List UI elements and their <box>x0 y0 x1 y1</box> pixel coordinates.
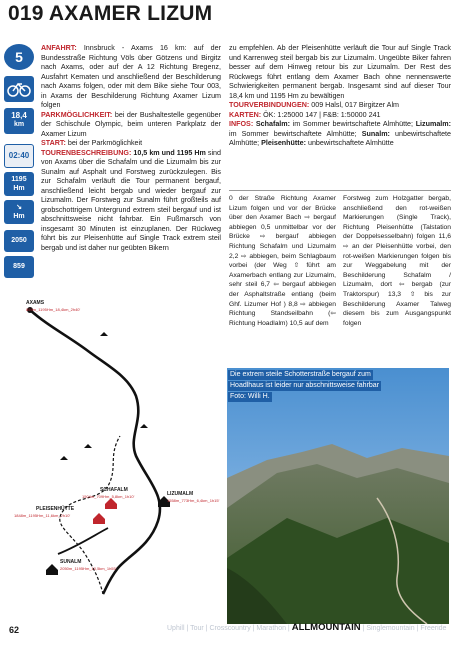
tourenbeschreibung-bold: 10,5 km und 1195 Hm <box>133 148 206 157</box>
page-number: 62 <box>9 625 20 635</box>
ascent-value: 1195 <box>11 176 27 183</box>
infos-schafalm-label: Schafalm: <box>255 120 291 128</box>
descent-box: ↘ Hm <box>4 200 34 224</box>
footer-marathon: Marathon <box>256 625 286 632</box>
infos-sunalm-label: Sunalm: <box>361 129 390 138</box>
map-label-sunalm: SUNALM <box>60 559 82 565</box>
tour-photo <box>227 368 449 624</box>
map-label-lizumalm: LIZUMALM <box>167 491 194 497</box>
sunalm-hut-icon <box>46 564 58 575</box>
parkmoeglichkeit-label: PARKMÖGLICHKEIT: <box>41 110 113 119</box>
bike-icon <box>4 76 34 102</box>
infos-schafalm: im Sommer bewirtschaftete Almhütte; <box>292 120 414 128</box>
photo-caption-line-2: Hoadlhaus ist leider nur abschnittsweise fahrbar <box>230 382 380 389</box>
schafalm-hut-icon <box>105 498 117 509</box>
category-footer: Uphill | Tour | Crosscountry | Marathon | ALLMOUNTAIN | Singlemountain | Freeride <box>167 622 447 633</box>
min-altitude-box <box>4 256 34 278</box>
map-info-schafalm: 1504m_709Hm_5,8km_1h10' <box>82 494 135 499</box>
infos-pleisen-label: Pleisenhütte: <box>261 139 306 147</box>
footer-freeride: Freeride <box>420 625 447 632</box>
footer-allmountain: ALLMOUNTAIN <box>291 622 361 633</box>
footer-uphill: Uphill <box>167 625 185 632</box>
text-column-2 <box>229 44 451 149</box>
text-column-1 <box>41 44 221 253</box>
page-title: 019 AXAMER LIZUM <box>8 2 213 25</box>
distance-box <box>4 108 34 134</box>
distance-unit: km <box>13 121 25 128</box>
map-info-pleisenhuette: 1848m_1195Hm_11,6km_2h10' <box>14 513 71 518</box>
start-label: START: <box>41 139 66 147</box>
ascent-box <box>4 172 34 196</box>
rueckweg-text: zu empfehlen. Ab der Pleisenhütte verläuft die Tour auf Single Track und Karrenweg steil bergab bis zur Lizumalm. Ungeübte Biker fahren besser auf dem Hinweg retour bis zur Lizumalm. Der Rest des Rückwegs führt entlang dem Axamer Bach ohne nennenswerte Schwierigkeiten permanent bergab. Insgesamt sind auf dieser Tour 18,4 km und 1195 Hm zu bewältigen <box>229 44 451 100</box>
max-altitude-value: 2050 <box>11 237 27 244</box>
infos-lizumalm-label: Lizumalm: <box>415 120 451 128</box>
footer-singlemountain: Singlemountain <box>366 625 415 632</box>
infos-lizumalm: im Sommer bewirtschaftete Almhütte; <box>229 129 357 138</box>
karten-label: KARTEN: <box>229 110 262 119</box>
infos-label: INFOS: <box>229 120 254 128</box>
difficulty-value: 5 <box>15 49 23 65</box>
anfahrt-text: Innsbruck - Axams 16 km: auf der Bundesstraße Richtung Völs über Götzens und Birgitz nach Axams, oder auf der A 12 Richtung Bregenz, Ausfahrt Kematen und anschließend der Beschilderung nach Axams folgen, oder mit dem Bike siehe Tour 003, in Axams der Beschilderung Richtung Axamer Lizum folgen <box>41 44 221 109</box>
start-text: bei der Parkmöglichkeit <box>67 139 143 147</box>
route-column-a <box>229 194 336 328</box>
karten-text: ÖK: 1:25000 147 | F&B: 1:50000 241 <box>263 110 381 119</box>
footer-tour: Tour <box>190 625 204 632</box>
route-text-a: 0 der Straße Richtung Axamer Lizum folgen und vor der Brücke über den Axamer Bach ⇨ bergauf abbiegen 0,5 unmittelbar vor der Brücke ⇨ bergauf abbiegen Richtung Schafalm und Lizumalm 2,2 ⇨ abbiegen, beim Schlagbaum vorbei (der Weg ⇧ führt am Axamerbach entlang zur Lizumalm, sehr steil 6,7 ⇦ bergauf abbiegen der Asphaltstraße entlang (beim Ghf. Lizumer Hof ) 8,8 ⇨ abbiegen Richtung Standseilbahn (⇦ Richtung Hoadlalm) 10,5 auf dem <box>229 195 336 327</box>
footer-crosscountry: Crosscountry <box>209 625 251 632</box>
route-path <box>30 310 160 594</box>
map-info-sunalm: 2050m_1195Hm_10,5km_1h55' <box>60 566 117 571</box>
route-text-b: Forstweg zum Holzgatter bergab, anschließend den rot-weißen Markierungen (Single Track), Richtung Pleisenhütte (Talstation der Doppelsesselbahn) folgen 11,6 ⇨ an der Pleisenhütte vorbei, den rot-weißen Markierungen folgen bis zur Weggabelung mit der Beschilderung Schafalm / Lizumalm, dort ⇦ bergab (zur Traktorspur) 13,3 ⇧ bis zur Beschilderung Axamer Talweg diesem bis zum Ausgangspunkt folgen <box>343 195 451 327</box>
map-label-pleisenhuette: PLEISENHÜTTE <box>36 506 75 512</box>
pleisenhuette-hut-icon <box>93 513 105 524</box>
divider <box>229 190 451 191</box>
map-label-axams: AXAMS <box>26 300 45 306</box>
map-info-axams: 859m_1195Hm_18,4km_2h40' <box>26 307 81 312</box>
time-box <box>4 144 34 168</box>
landscape-image <box>227 368 449 624</box>
ascent-unit: Hm <box>13 185 25 192</box>
infos-sunalm: unbewirtschaftete Almhütte; <box>229 129 451 147</box>
route-branch <box>58 528 108 554</box>
photo-caption-line-1: Die extrem steile Schotterstraße bergauf zum <box>230 371 371 378</box>
descent-unit: Hm <box>13 213 25 220</box>
parkmoeglichkeit-text: bei der Bushaltestelle gegenüber der Schischule Olympic, beim unteren Parkplatz der Axamer Lizum <box>41 110 221 138</box>
tourenbeschreibung-label: TOURENBESCHREIBUNG: <box>41 148 132 157</box>
infos-pleisen: unbewirtschaftete Almhütte <box>307 139 394 147</box>
tourenbeschreibung-text: sind von Axams über die Schafalm und die Lizumalm bis zur Sunalm auf Asphalt und Forstweg zurückzulegen. Bis zur Schafalm verläuft die Tour permanent bergauf, anschließend leicht bergab und wieder bergauf zur Lizumalm. Der Forstweg zur Sunalm führt großteils auf grobschottrigem Untergrund extrem steil bergauf und ist abschnittsweise nicht fahrbar. Ein Fußmarsch von insgesamt 30 Minuten ist einzuplanen. Der Rückweg führt bis zur Pleisenhütte auf Single Track extrem steil bergab und ist daher nur geübten Bikern <box>41 148 221 252</box>
max-altitude-box <box>4 230 34 252</box>
time-value: 02:40 <box>8 151 30 160</box>
distance-value: 18,4 <box>11 111 27 120</box>
difficulty-badge <box>4 44 34 70</box>
photo-credit: Foto: Willi H. <box>230 393 270 400</box>
min-altitude-value: 859 <box>13 263 25 270</box>
map-label-schafalm: SCHAFALM <box>100 487 128 493</box>
route-column-b <box>343 194 451 328</box>
tourverbindungen-label: TOURVERBINDUNGEN: <box>229 101 310 109</box>
map-info-lizumalm: 1558m_773Hm_6,4km_1h15' <box>167 498 220 503</box>
anfahrt-label: ANFAHRT: <box>41 44 77 52</box>
route-map <box>8 296 223 616</box>
tourverbindungen-text: 009 Halsl, 017 Birgitzer Alm <box>311 101 399 109</box>
